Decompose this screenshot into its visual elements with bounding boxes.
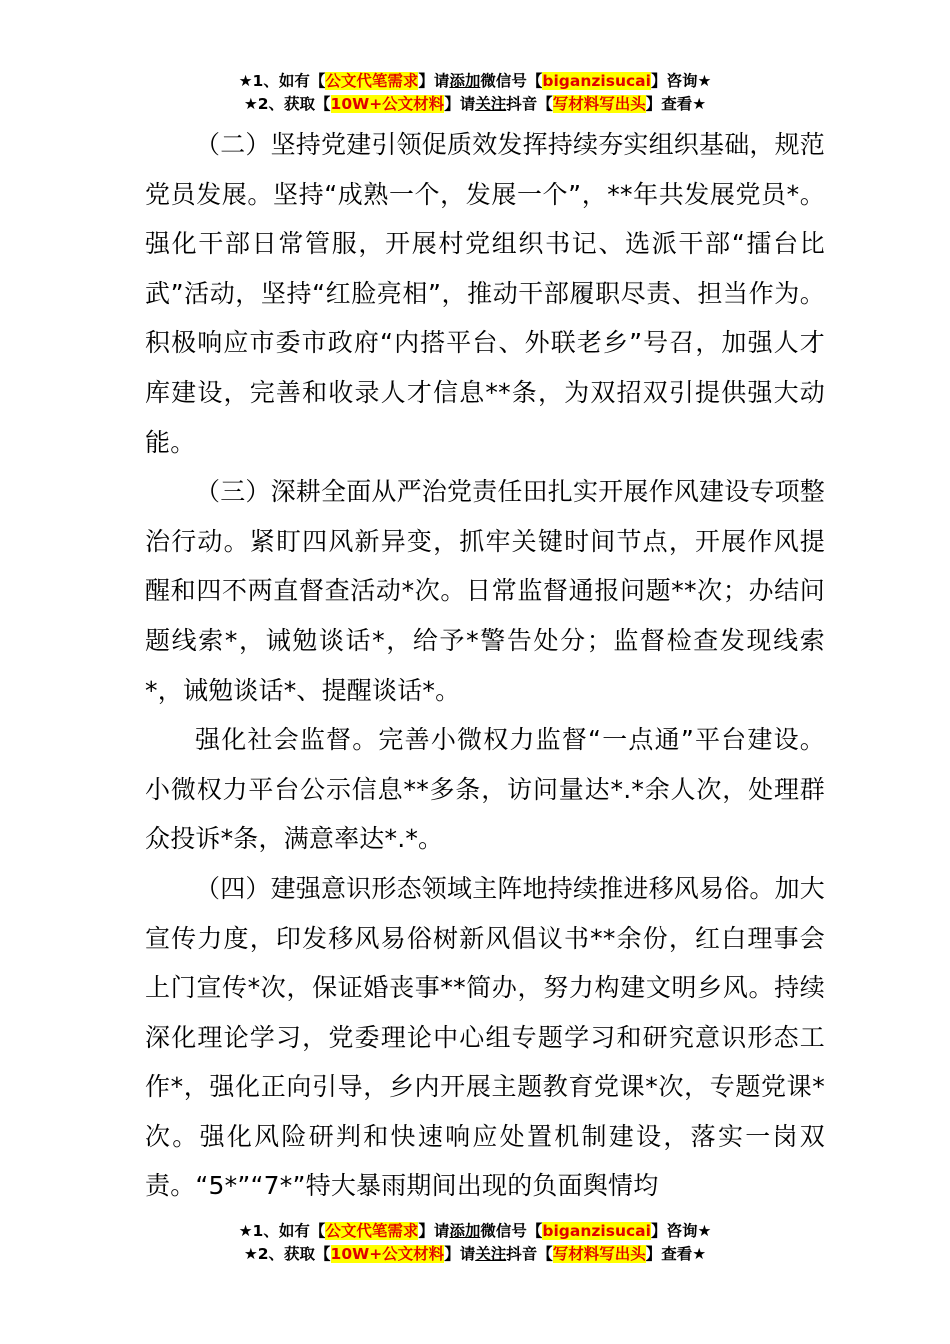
banner-highlight: 写材料写出头 <box>552 1245 646 1263</box>
paragraph: （二）坚持党建引领促质效发挥持续夯实组织基础，规范党员发展。坚持“成熟一个，发展一个”，**年共发展党员*。强化干部日常管服，开展村党组织书记、选派干部“擂台比武”活动，坚持“红脸亮相”，推动干部履职尽责、担当作为。积极响应市委市政府“内搭平台、外联老乡”号召，加强人才库建设，完善和收录人才信息**条，为双招双引提供强大动能。 <box>145 130 826 457</box>
banner-line-2 <box>0 93 950 116</box>
banner-text: ★1、如有【 <box>238 72 326 90</box>
paragraph: （三）深耕全面从严治党责任田扎实开展作风建设专项整治行动。紧盯四风新异变，抓牢关键时间节点，开展作风提醒和四不两直督查活动*次。日常监督通报问题**次；办结问题线索*，诫勉谈话*，给予*警告处分；监督检查发现线索*，诫勉谈话*、提醒谈话*。 <box>145 477 826 705</box>
banner-text: ★2、获取【 <box>243 1245 331 1263</box>
banner-text: ★2、获取【 <box>243 95 331 113</box>
banner-underline: 关注 <box>475 95 507 113</box>
banner-underline: 添加 <box>449 72 481 90</box>
banner-highlight: 公文代笔需求 <box>325 72 419 90</box>
banner-text: 】请 <box>444 1245 476 1263</box>
banner-highlight: 10W+公文材料 <box>330 95 445 113</box>
banner-text: 微信号【 <box>480 72 543 90</box>
banner-text: 】查看★ <box>645 95 707 113</box>
banner-line-2 <box>0 1243 950 1266</box>
banner-highlight: 10W+公文材料 <box>330 1245 445 1263</box>
banner-text: 抖音【 <box>506 1245 553 1263</box>
banner-highlight: biganzisucai <box>542 72 651 90</box>
banner-text: 抖音【 <box>506 95 553 113</box>
banner-text: 】查看★ <box>645 1245 707 1263</box>
header-banner <box>0 70 950 116</box>
banner-text: ★1、如有【 <box>238 1222 326 1240</box>
banner-highlight: biganzisucai <box>542 1222 651 1240</box>
banner-text: 微信号【 <box>480 1222 543 1240</box>
banner-text: 】咨询★ <box>650 1222 712 1240</box>
footer-banner <box>0 1220 950 1266</box>
document-body <box>145 120 825 1211</box>
banner-text: 】请 <box>444 95 476 113</box>
paragraph: 强化社会监督。完善小微权力监督“一点通”平台建设。小微权力平台公示信息**多条，访问量达*.*余人次，处理群众投诉*条，满意率达*.*。 <box>145 725 825 854</box>
paragraph: （四）建强意识形态领域主阵地持续推进移风易俗。加大宣传力度，印发移风易俗树新风倡议书**余份，红白理事会上门宣传*次，保证婚丧事**简办，努力构建文明乡风。持续深化理论学习，党委理论中心组专题学习和研究意识形态工作*，强化正向引导，乡内开展主题教育党课*次，专题党课*次。强化风险研判和快速响应处置机制建设，落实一岗双责。“5*”“7*”特大暴雨期间出现的负面舆情均 <box>145 873 826 1201</box>
banner-line-1 <box>0 1220 950 1243</box>
banner-text: 】请 <box>418 72 450 90</box>
banner-underline: 关注 <box>475 1245 507 1263</box>
banner-text: 】请 <box>418 1222 450 1240</box>
banner-highlight: 写材料写出头 <box>552 95 646 113</box>
banner-line-1 <box>0 70 950 93</box>
banner-underline: 添加 <box>449 1222 481 1240</box>
banner-highlight: 公文代笔需求 <box>325 1222 419 1240</box>
banner-text: 】咨询★ <box>650 72 712 90</box>
